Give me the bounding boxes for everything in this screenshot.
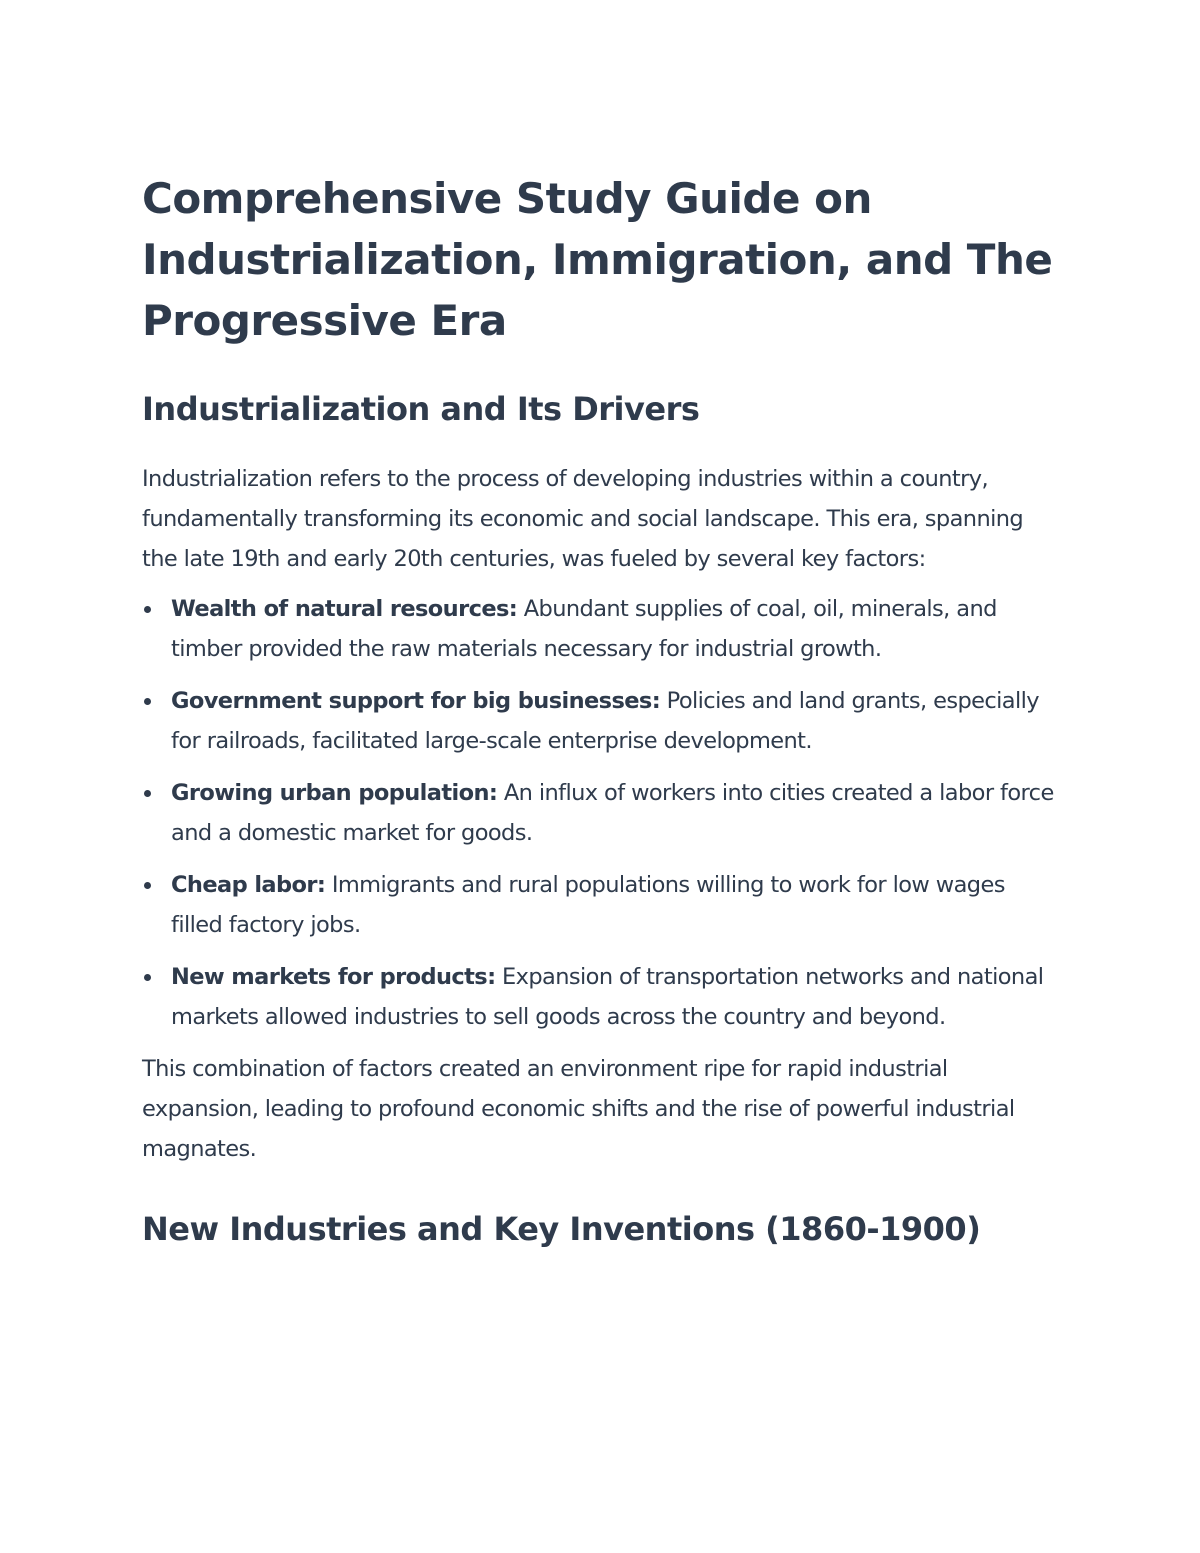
bullet-icon [144,790,151,797]
intro-paragraph: Industrialization refers to the process of developing industries within a country, fundamentally transforming its economic and social landscape. This era, spanning the late 19th and early 20th centuries, was fueled by several key factors: [142,466,1024,572]
factor-term: Government support for big businesses: [171,688,661,714]
section-heading-new-industries: New Industries and Key Inventions (1860-1900) [142,1210,981,1248]
factors-list [142,589,1062,1037]
factor-term: New markets for products: [171,964,496,990]
list-item [142,773,1062,853]
factor-text: Expansion of transportation networks and national markets allowed industries to sell goods across the country and beyond. [171,964,1044,1030]
list-item [142,865,1062,945]
factor-term: Wealth of natural resources: [171,596,518,622]
section-heading-industrialization: Industrialization and Its Drivers [142,390,700,428]
factor-text: An influx of workers into cities created a labor force and a domestic market for goods. [171,780,1054,846]
list-item [142,957,1062,1037]
list-item [142,681,1062,761]
factor-text: Immigrants and rural populations willing to work for low wages filled factory jobs. [171,872,1005,938]
bullet-icon [144,606,151,613]
bullet-icon [144,974,151,981]
list-item [142,589,1062,669]
closing-paragraph: This combination of factors created an environment ripe for rapid industrial expansion, leading to profound economic shifts and the rise of powerful industrial magnates. [142,1056,1015,1162]
bullet-icon [144,698,151,705]
page-title: Comprehensive Study Guide on Industrialization, Immigration, and The Progressive Era [142,174,1053,345]
factor-term: Cheap labor: [171,872,326,898]
factor-text: Abundant supplies of coal, oil, minerals, and timber provided the raw materials necessary for industrial growth. [171,596,997,662]
document-page [142,168,1062,1249]
bullet-icon [144,882,151,889]
factor-term: Growing urban population: [171,780,498,806]
factor-text: Policies and land grants, especially for railroads, facilitated large-scale enterprise development. [171,688,1040,754]
